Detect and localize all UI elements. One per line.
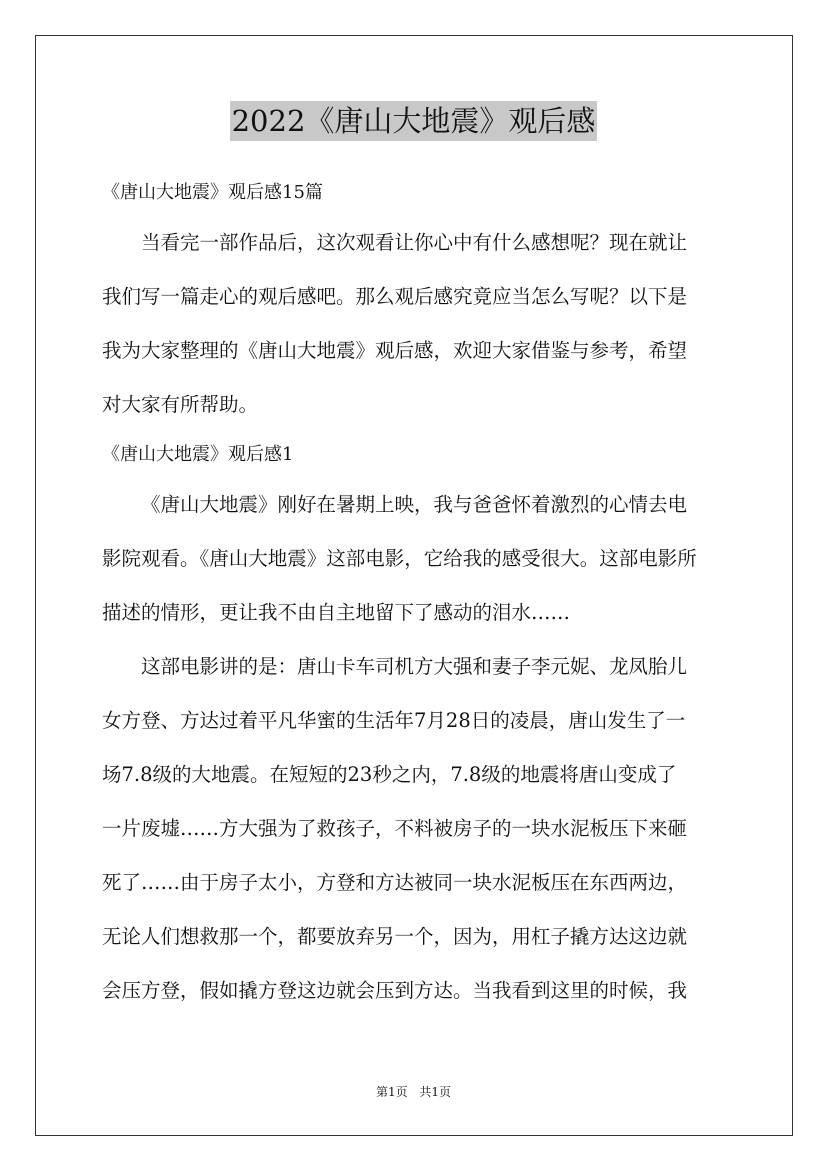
paragraph-line: 会压方登，假如撬方登这边就会压到方达。当我看到这里的时候，我 (102, 979, 688, 1002)
intro-line: 当看完一部作品后，这次观看让你心中有什么感想呢？现在就让 (141, 231, 688, 254)
paragraph-line: 死了……由于房子太小，方登和方达被同一块水泥板压在东西两边， (102, 871, 688, 894)
title-wrap (0, 101, 827, 141)
document-body (102, 170, 727, 1018)
intro-line: 对大家有所帮助。 (102, 393, 259, 416)
paragraph-2 (102, 640, 727, 1018)
paragraph-line: 这部电影讲的是：唐山卡车司机方大强和妻子李元妮、龙凤胎儿 (141, 655, 688, 678)
paragraph-line: 女方登、方达过着平凡华蜜的生活年7月28日的凌晨，唐山发生了一 (102, 709, 686, 732)
document-title: 2022《唐山大地震》观后感 (230, 101, 598, 141)
paragraph-line: 场7.8级的大地震。在短短的23秒之内，7.8级的地震将唐山变成了 (102, 763, 677, 786)
paragraph-1 (102, 478, 727, 640)
intro-line: 我们写一篇走心的观后感吧。那么观后感究竟应当怎么写呢？以下是 (102, 285, 688, 308)
section-heading: 《唐山大地震》观后感1 (102, 444, 294, 465)
page-footer (0, 1082, 827, 1102)
paragraph-line: 无论人们想救那一个，都要放弃另一个，因为，用杠子撬方达这边就 (102, 925, 688, 948)
page-number: 第1页 (375, 1085, 408, 1099)
paragraph-line: 《唐山大地震》刚好在暑期上映，我与爸爸怀着激烈的心情去电 (141, 493, 688, 516)
page-total: 共1页 (419, 1085, 452, 1099)
paragraph-line: 影院观看。《唐山大地震》这部电影，它给我的感受很大。这部电影所 (102, 547, 697, 570)
subtitle: 《唐山大地震》观后感15篇 (102, 182, 323, 203)
intro-line: 我为大家整理的《唐山大地震》观后感，欢迎大家借鉴与参考，希望 (102, 339, 688, 362)
paragraph-line: 描述的情形，更让我不由自主地留下了感动的泪水…… (102, 601, 571, 624)
intro-paragraph (102, 216, 727, 432)
paragraph-line: 一片废墟……方大强为了救孩子，不料被房子的一块水泥板压下来砸 (102, 817, 688, 840)
